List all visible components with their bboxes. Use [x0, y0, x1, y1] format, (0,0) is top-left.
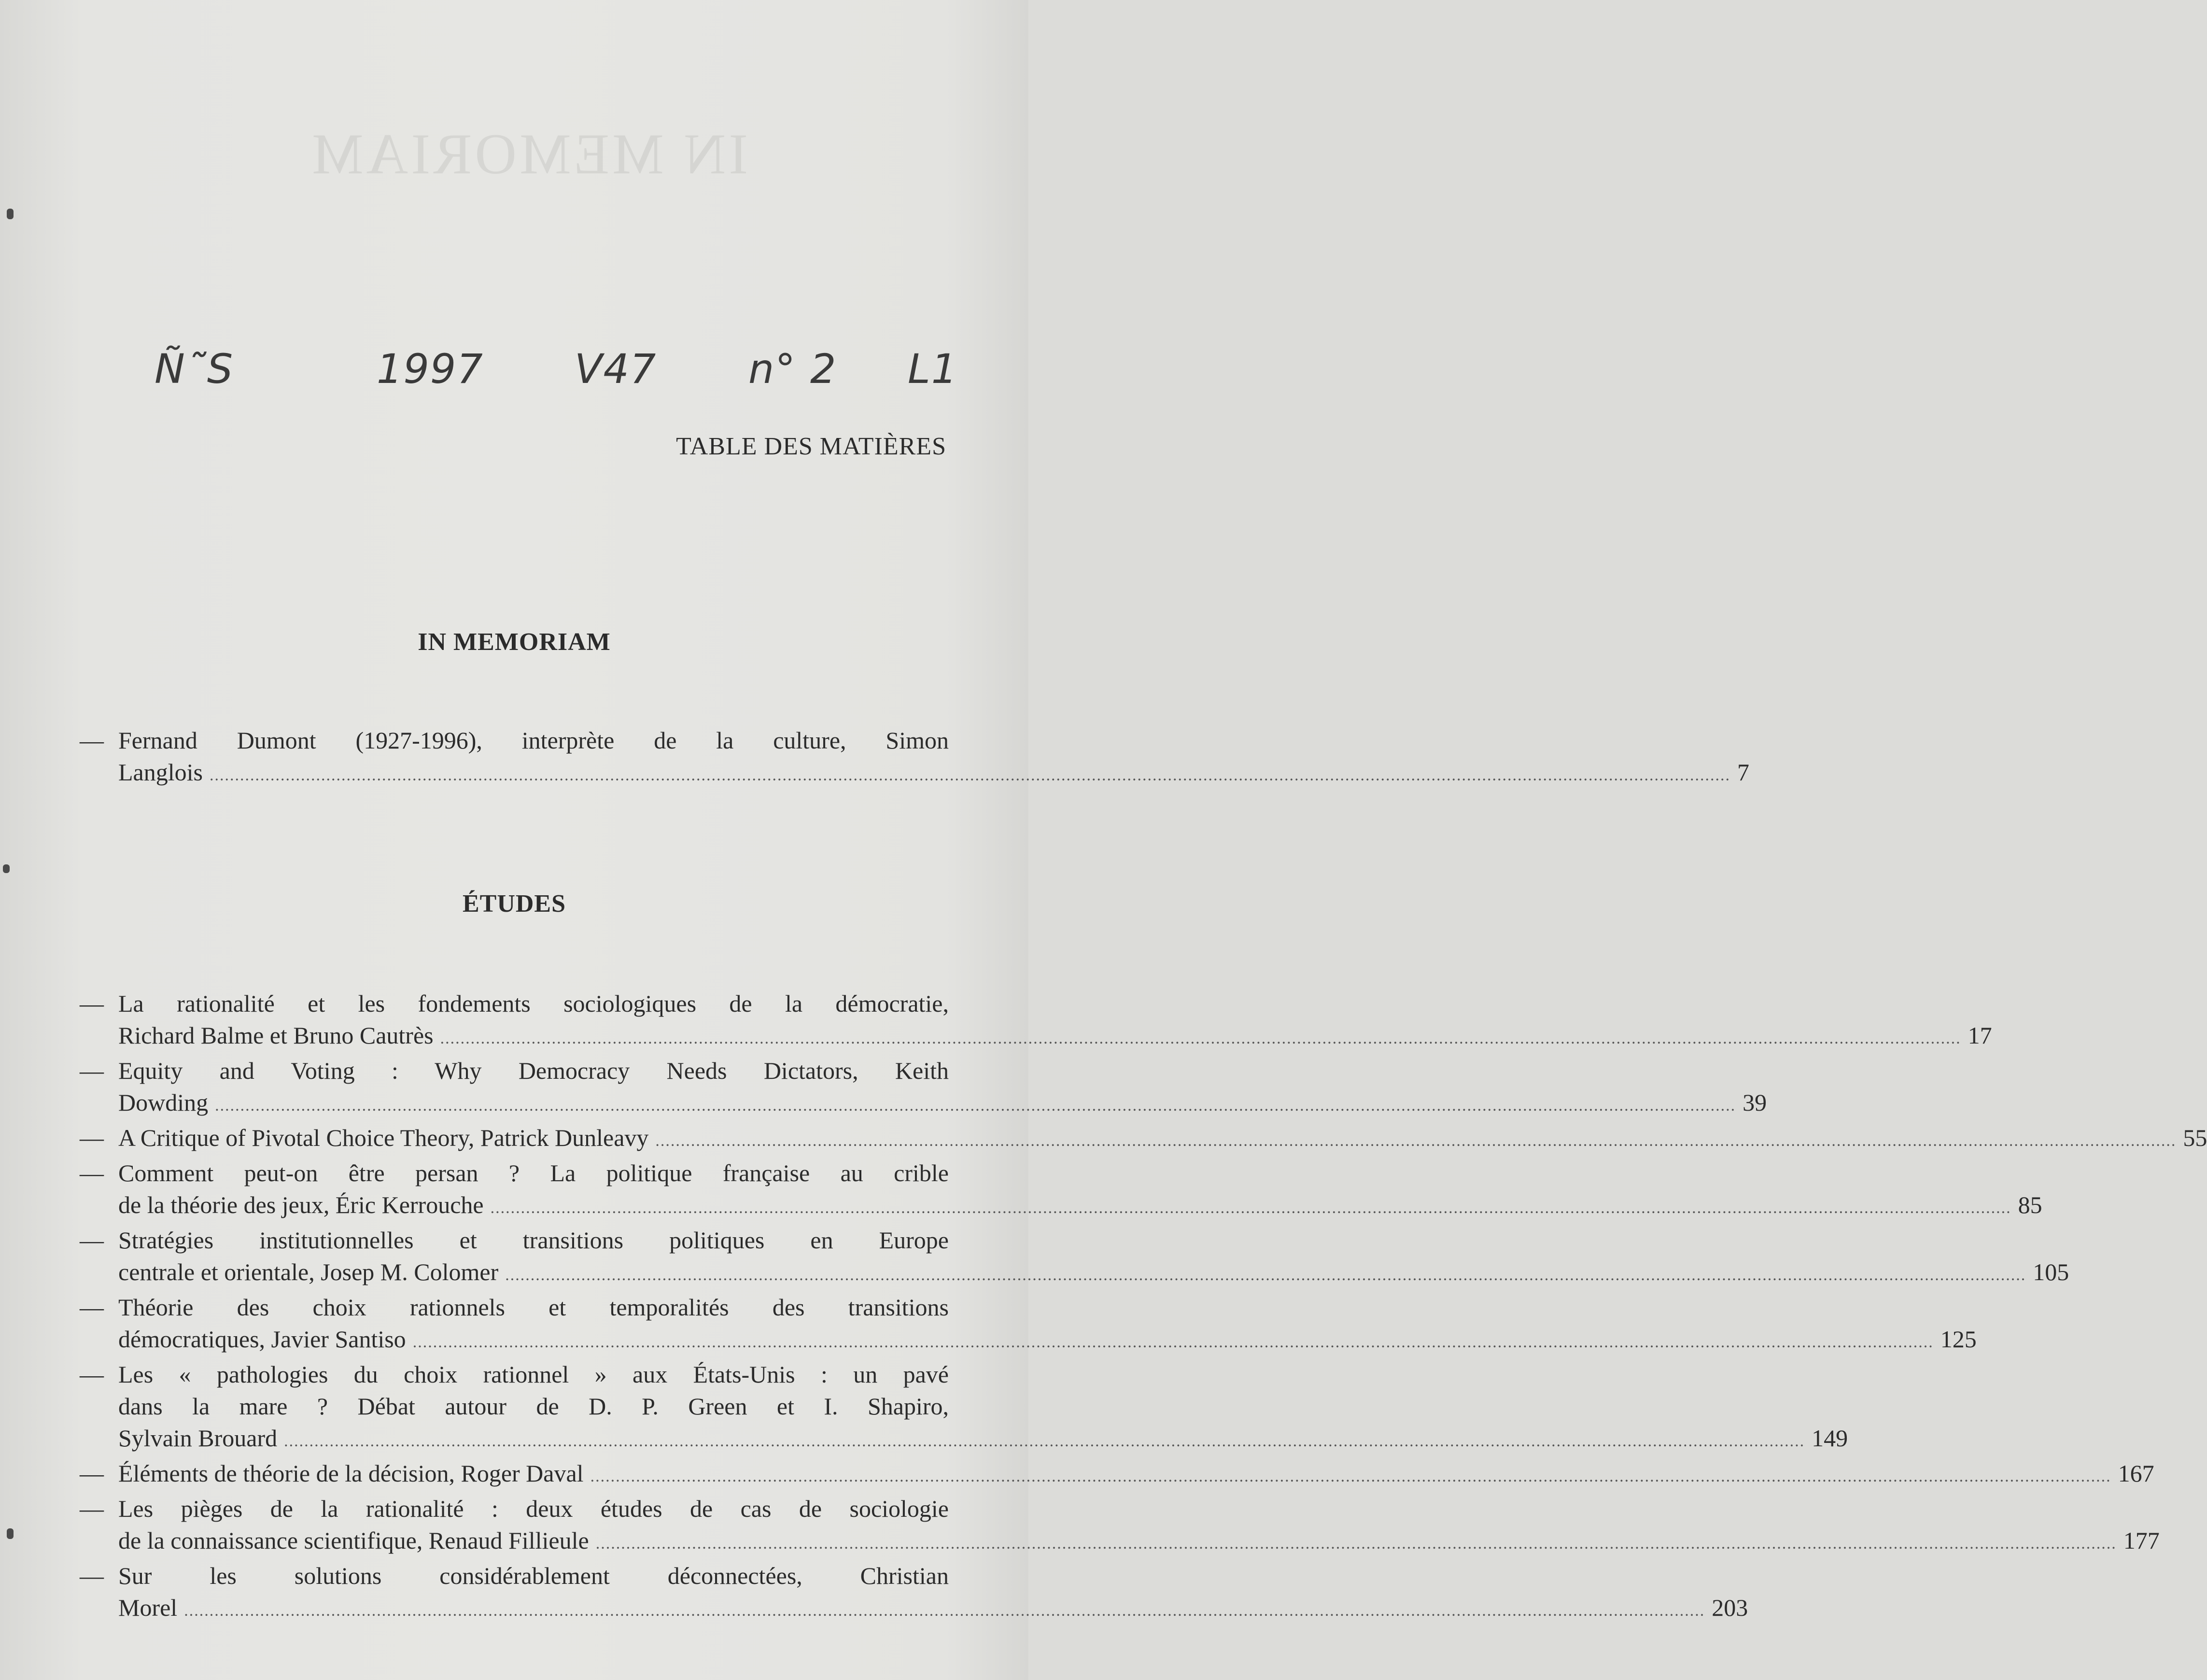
entry-last-line: [118, 1457, 2154, 1493]
toc-entry: [80, 1291, 1977, 1358]
entry-dash: —: [80, 1124, 104, 1151]
entry-last-line: [118, 1592, 1748, 1627]
page-number: 105: [2033, 1258, 2069, 1285]
entry-body: [118, 1493, 2160, 1560]
entry-body: [118, 988, 1992, 1055]
entry-text-line: Les « pathologies du choix rationnel » aux États-Unis : un pavé: [118, 1361, 949, 1388]
entry-last-line: [118, 1019, 1992, 1055]
entry-dash: —: [80, 1159, 104, 1186]
page-number: 149: [1812, 1425, 1848, 1452]
leader-dots: ............................................................................................................................................................................................................................................................................................................: [505, 1266, 2026, 1284]
entry-text-line: Comment peut-on être persan ? La politique française au crible: [118, 1159, 949, 1186]
entry-last-line: [118, 1525, 2160, 1560]
entry-author: Éléments de théorie de la décision, Roger Daval: [118, 1460, 584, 1487]
toc-list-etudes: [80, 988, 2207, 1627]
entry-body: [118, 1560, 1748, 1627]
leader-dots: ............................................................................................................................................................................................................................................................................................................: [209, 766, 1730, 784]
section-title-etudes: ÉTUDES: [462, 890, 566, 918]
page-number: 167: [2118, 1460, 2154, 1487]
entry-text-line: Sur les solutions considérablement déconnectées, Christian: [118, 1562, 949, 1589]
entry-author: A Critique of Pivotal Choice Theory, Patrick Dunleavy: [118, 1124, 649, 1151]
handwritten-note-part: 1997: [377, 345, 484, 393]
toc-entry: [80, 724, 1749, 791]
entry-author: de la théorie des jeux, Éric Kerrouche: [118, 1191, 484, 1218]
leader-dots: ............................................................................................................................................................................................................................................................................................................: [490, 1199, 2011, 1217]
entry-body: [118, 1291, 1977, 1358]
entry-text-line: dans la mare ? Débat autour de D. P. Green et I. Shapiro,: [118, 1393, 949, 1420]
entry-last-line: [118, 756, 1749, 791]
entry-dash: —: [80, 1057, 104, 1084]
entry-dash: —: [80, 727, 104, 754]
scan-speck: [3, 864, 10, 873]
toc-entry: [80, 988, 1992, 1055]
entry-text-line: Fernand Dumont (1927-1996), interprète de la culture, Simon: [118, 727, 949, 754]
toc-list-in-memoriam: [80, 724, 1749, 791]
page-number: 39: [1743, 1089, 1767, 1116]
running-head: TABLE DES MATIÈRES: [676, 433, 946, 460]
entry-author: démocratiques, Javier Santiso: [118, 1326, 406, 1353]
entry-author: Sylvain Brouard: [118, 1425, 278, 1452]
entry-dash: —: [80, 1294, 104, 1321]
entry-text-line: Théorie des choix rationnels et temporalités des transitions: [118, 1294, 949, 1321]
leader-dots: ............................................................................................................................................................................................................................................................................................................: [215, 1097, 1736, 1115]
entry-author: Richard Balme et Bruno Cautrès: [118, 1022, 434, 1049]
entry-author: Morel: [118, 1594, 178, 1621]
entry-last-line: [118, 1323, 1977, 1358]
entry-body: [118, 1358, 1848, 1457]
toc-entry: [80, 1457, 2154, 1493]
entry-last-line: [118, 1122, 2207, 1157]
entry-text-line: Les pièges de la rationalité : deux études de cas de sociologie: [118, 1495, 949, 1522]
entry-body: [118, 1055, 1767, 1122]
entry-author: Langlois: [118, 759, 203, 786]
toc-entry: [80, 1157, 2042, 1224]
entry-dash: —: [80, 1361, 104, 1388]
entry-text-line: La rationalité et les fondements sociologiques de la démocratie,: [118, 990, 949, 1017]
entry-body: [118, 1122, 2207, 1157]
entry-dash: —: [80, 990, 104, 1017]
toc-entry: [80, 1224, 2069, 1291]
entry-dash: —: [80, 1227, 104, 1254]
entry-author: Dowding: [118, 1089, 209, 1116]
entry-last-line: [118, 1422, 1848, 1457]
toc-entry: [80, 1358, 1848, 1457]
scan-speck: [7, 209, 14, 219]
leader-dots: ............................................................................................................................................................................................................................................................................................................: [590, 1468, 2111, 1485]
entry-body: [118, 1457, 2154, 1493]
handwritten-note-part: V47: [575, 345, 657, 393]
handwritten-note-part: L1: [908, 345, 958, 393]
page-number: 85: [2018, 1191, 2042, 1218]
entry-author: centrale et orientale, Josep M. Colomer: [118, 1258, 499, 1285]
leader-dots: ............................................................................................................................................................................................................................................................................................................: [412, 1333, 1934, 1351]
toc-entry: [80, 1493, 2160, 1560]
page-number: 7: [1737, 759, 1749, 786]
page-number: 203: [1712, 1594, 1748, 1621]
toc-entry: [80, 1122, 2207, 1157]
entry-last-line: [118, 1087, 1767, 1122]
entry-body: [118, 1157, 2042, 1224]
entry-body: [118, 1224, 2069, 1291]
leader-dots: ............................................................................................................................................................................................................................................................................................................: [595, 1535, 2117, 1553]
entry-last-line: [118, 1189, 2042, 1224]
entry-text-line: Stratégies institutionnelles et transitions politiques en Europe: [118, 1227, 949, 1254]
page-number: 177: [2123, 1527, 2160, 1554]
toc-entry: [80, 1055, 1767, 1122]
handwritten-note-part: Ñ˜S: [155, 345, 234, 393]
leader-dots: ............................................................................................................................................................................................................................................................................................................: [284, 1432, 1805, 1450]
entry-dash: —: [80, 1460, 104, 1487]
entry-dash: —: [80, 1562, 104, 1589]
entry-author: de la connaissance scientifique, Renaud Fillieule: [118, 1527, 589, 1554]
entry-dash: —: [80, 1495, 104, 1522]
scan-speck: [7, 1528, 14, 1539]
leader-dots: ............................................................................................................................................................................................................................................................................................................: [184, 1602, 1705, 1620]
bleed-through-text: IN MEMORIAM: [309, 122, 748, 186]
entry-last-line: [118, 1256, 2069, 1291]
page-number: 55: [2183, 1124, 2207, 1151]
entry-body: [118, 724, 1749, 791]
leader-dots: ............................................................................................................................................................................................................................................................................................................: [440, 1030, 1961, 1047]
section-title-in-memoriam: IN MEMORIAM: [418, 628, 611, 656]
page-number: 17: [1968, 1022, 1992, 1049]
entry-text-line: Equity and Voting : Why Democracy Needs Dictators, Keith: [118, 1057, 949, 1084]
toc-entry: [80, 1560, 1748, 1627]
page-number: 125: [1940, 1326, 1977, 1353]
handwritten-note-part: n° 2: [748, 345, 837, 393]
leader-dots: ............................................................................................................................................................................................................................................................................................................: [655, 1132, 2177, 1150]
